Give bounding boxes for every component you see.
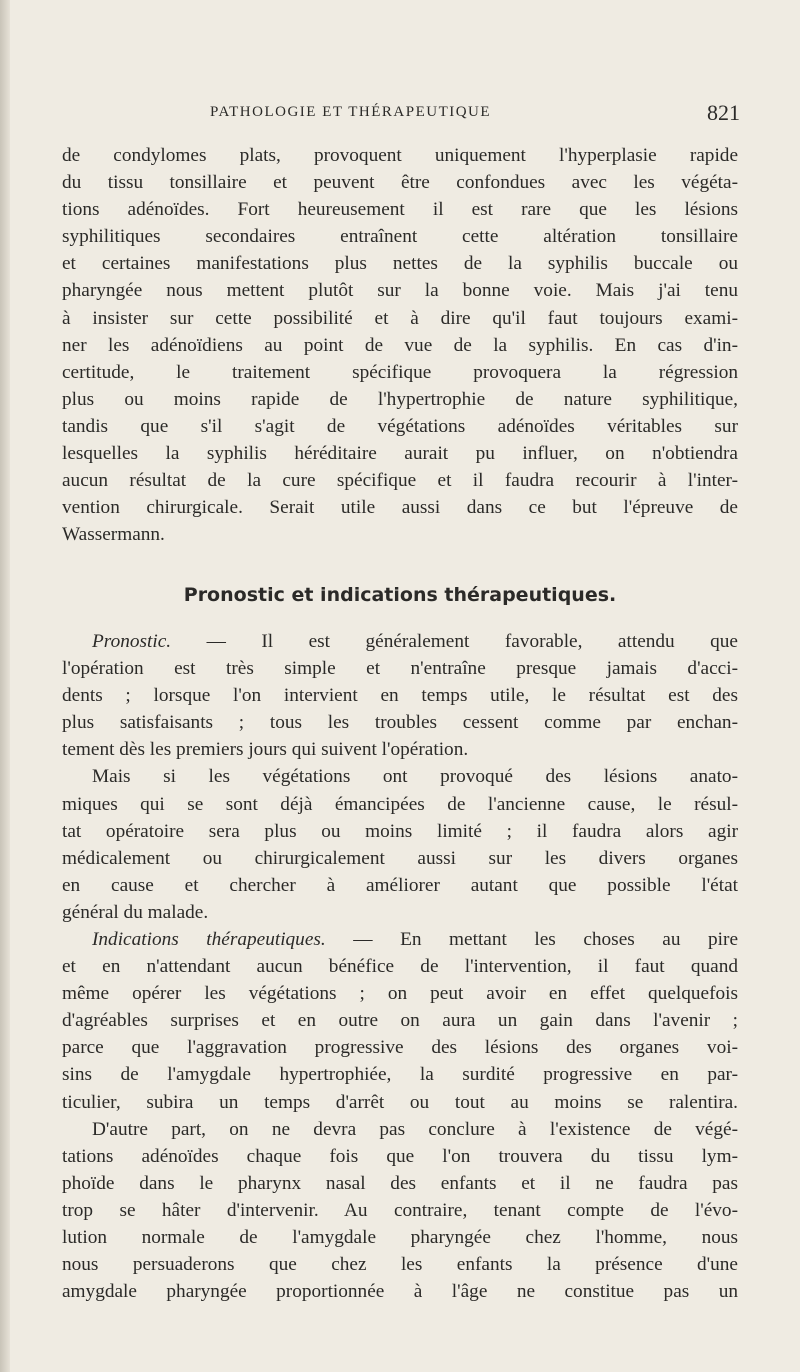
text-line: médicalement ou chirurgicalement aussi sur les divers organes	[62, 847, 738, 869]
text-line: miques qui se sont déjà émancipées de l'ancienne cause, le résul-	[62, 793, 738, 815]
text-line: même opérer les végétations ; on peut avoir en effet quelquefois	[62, 983, 738, 1005]
running-head-title: PATHOLOGIE ET THÉRAPEUTIQUE	[210, 104, 492, 120]
text-line: nous persuaderons que chez les enfants la présence d'une	[62, 1254, 738, 1276]
text-line: aucun résultat de la cure spécifique et il faudra recourir à l'inter-	[62, 470, 738, 492]
text-line: certitude, le traitement spécifique provoquera la régression	[62, 361, 738, 383]
text-line: tat opératoire sera plus ou moins limité ; il faudra alors agir	[62, 820, 738, 842]
text-line: l'opération est très simple et n'entraîne presque jamais d'acci-	[62, 658, 738, 680]
page-edge	[0, 0, 10, 1372]
text-line: lution normale de l'amygdale pharyngée chez l'homme, nous	[62, 1227, 738, 1249]
text-line: tement dès les premiers jours qui suivent l'opération.	[62, 739, 469, 761]
section-heading: Pronostic et indications thérapeutiques.	[183, 584, 617, 606]
pronostic-first-line: — Il est généralement favorable, attendu que	[171, 631, 738, 652]
text-line: vention chirurgicale. Serait utile aussi dans ce but l'épreuve de	[62, 497, 738, 519]
text-line: syphilitiques secondaires entraînent cette altération tonsillaire	[62, 226, 738, 248]
text-line: d'agréables surprises et en outre on aura un gain dans l'avenir ;	[62, 1010, 738, 1032]
text-line: parce que l'aggravation progressive des lésions des organes voi-	[62, 1037, 738, 1059]
text-line: amygdale pharyngée proportionnée à l'âge ne constitue pas un	[62, 1281, 738, 1303]
text-line: sins de l'amygdale hypertrophiée, la surdité progressive en par-	[62, 1064, 738, 1086]
paragraph-indications	[62, 926, 738, 1305]
text-line: général du malade.	[62, 901, 209, 923]
paragraph-syphilis	[62, 142, 738, 548]
book-page	[62, 0, 742, 1372]
indications-first-line: — En mettant les choses au pire	[325, 929, 739, 950]
indications-label: Indications thérapeutiques.	[92, 929, 326, 950]
pronostic-label: Pronostic.	[92, 631, 172, 652]
text-line: ticulier, subira un temps d'arrêt ou tout au moins se ralentira.	[62, 1091, 738, 1113]
text-line: D'autre part, on ne devra pas conclure à l'existence de végé-	[92, 1118, 738, 1140]
text-line: plus ou moins rapide de l'hypertrophie de nature syphilitique,	[62, 388, 738, 410]
text-line: et en n'attendant aucun bénéfice de l'intervention, il faut quand	[62, 956, 738, 978]
text-line: plus satisfaisants ; tous les troubles cessent comme par enchan-	[62, 712, 738, 734]
text-line	[62, 628, 738, 655]
text-line	[62, 926, 738, 953]
text-line: tions adénoïdes. Fort heureusement il est rare que les lésions	[62, 199, 738, 221]
text-line: dents ; lorsque l'on intervient en temps utile, le résultat est des	[62, 685, 738, 707]
running-head	[62, 100, 742, 126]
text-line: et certaines manifestations plus nettes de la syphilis buccale ou	[62, 253, 738, 275]
text-line: trop se hâter d'intervenir. Au contraire, tenant compte de l'évo-	[62, 1199, 738, 1221]
text-line: du tissu tonsillaire et peuvent être confondues avec les végéta-	[62, 172, 738, 194]
page-number: 821	[707, 100, 740, 125]
text-line: à insister sur cette possibilité et à dire qu'il faut toujours exami-	[62, 307, 738, 329]
text-line: Mais si les végétations ont provoqué des lésions anato-	[92, 766, 738, 788]
text-line: Wassermann.	[62, 524, 165, 546]
paragraph-pronostic	[62, 628, 738, 926]
text-line: pharyngée nous mettent plutôt sur la bonne voie. Mais j'ai tenu	[62, 280, 738, 302]
text-line: phoïde dans le pharynx nasal des enfants et il ne faudra pas	[62, 1172, 738, 1194]
text-line: en cause et chercher à améliorer autant que possible l'état	[62, 874, 738, 896]
text-line: ner les adénoïdiens au point de vue de la syphilis. En cas d'in-	[62, 334, 738, 356]
text-line: de condylomes plats, provoquent uniquement l'hyperplasie rapide	[62, 145, 738, 166]
text-line: lesquelles la syphilis héréditaire aurait pu influer, on n'obtiendra	[62, 443, 738, 465]
text-line: tandis que s'il s'agit de végétations adénoïdes véritables sur	[62, 415, 738, 437]
text-line: tations adénoïdes chaque fois que l'on trouvera du tissu lym-	[62, 1145, 738, 1167]
